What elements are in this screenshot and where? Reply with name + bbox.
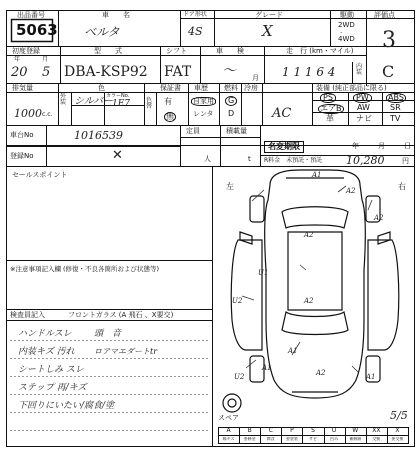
color-value: シルバー — [74, 96, 114, 107]
title-deadline-label: 名変期限 — [264, 141, 304, 153]
chassis-value: 1016539 — [74, 129, 123, 142]
legend-meaning: 凹み — [330, 437, 339, 441]
legend-meaning: 要交換 — [391, 437, 404, 441]
load-label: 積載量 — [226, 127, 247, 135]
note-line-1-right: 頭 音 — [94, 329, 122, 339]
yen-unit: 円 — [402, 157, 409, 165]
damage-mark: A2 — [374, 214, 384, 222]
drive-4wd: 4WD — [338, 35, 355, 43]
sales-point-label: セールスポイント — [12, 171, 68, 179]
interior-value: C — [382, 62, 395, 81]
displacement-label: 排気量 — [12, 84, 33, 92]
legend-code: A — [226, 427, 231, 434]
car-name-label: 車 名 — [102, 11, 130, 19]
doors-label: ドア形状 — [183, 11, 207, 18]
legend-meaning: 腐食 — [266, 437, 275, 441]
auction-sheet: 出品番号 5063 車 名 ベルタ ドア形状 4S グレード X 駆動 2WD · 4WD 評価点 3 初度登録 年 月 20 5 型 式 DBA-KSP92 シフト FAT 車 検 〜 月 走 行 (km・マイル) 1 1 1 6 4 内装 C 排気量 1000 c.c. 色 外装 シルバー カラーNo. 1E7 色替 保証書 有 無 車歴 自家用 レンタ 燃料 G D 冷房 AC 装備 (純正部品に限る) PS PW ABS エアB AW SR 革 ナビ TV 車台No 1016539 登録No ✕ 定員 人 積載量 t 名変期限 年 月 日 R料金 未預託・預託 10,280 円 セールスポイント ※注意事項記入欄 (修復・不良各箇所および状態等) 検査員記入 フロントガラス (A 飛石 、X要交) ハンドルスレ 頭 音 内装キズ 汚れ ロアマエダートtr シートしみ スレ ステップ 再/キズ 下回りにいたい/腐食/塗 左 右 スペア 5/5 A1 A2 A2 A2 U1 U2 U2 A2 A1 A2 A1 A1 A 線キズ B 要修金 C 腐食 P 要塗装 S サビ U 凹み W 補修跡 XX 交換 X 要交換 — [0, 0, 420, 450]
legend-meaning: 補修跡 — [349, 437, 362, 441]
model-label: 型 式 — [94, 47, 122, 55]
equip-pw: PW — [353, 93, 372, 103]
damage-mark: A2 — [304, 231, 314, 239]
equip-aw: AW — [357, 103, 370, 112]
damage-mark: A1 — [288, 347, 298, 355]
shift-label: シフト — [166, 47, 187, 55]
color-no-label: カラーNo. — [106, 93, 130, 99]
shift-value: FAT — [164, 64, 192, 80]
color-no-value: 1E7 — [112, 99, 131, 109]
first-reg-label: 初度登録 — [12, 47, 40, 55]
damage-mark: A2 — [316, 369, 326, 377]
legend-code: B — [247, 427, 252, 434]
deadline-year-unit: 年 — [352, 142, 359, 150]
damage-mark: U2 — [234, 373, 245, 381]
equip-ps: PS — [320, 93, 336, 103]
doors-value: 4S — [188, 25, 203, 38]
interior-label: 内装 — [356, 63, 363, 76]
fuel-gas: G — [225, 96, 237, 106]
equip-abs: ABS — [388, 93, 404, 102]
grade-label: グレード — [255, 11, 283, 19]
diagram-fraction: 5/5 — [390, 409, 408, 422]
ac-label: 冷房 — [244, 84, 258, 92]
year-unit: 年 — [14, 56, 21, 63]
equipment-label: 装備 (純正部品に限る) — [316, 84, 387, 92]
equip-airbag: エアB — [320, 104, 342, 113]
recycle-amount: 10,280 — [346, 154, 385, 167]
legend-code: P — [290, 427, 294, 434]
month-unit: 月 — [42, 56, 49, 63]
mileage-label: 走 行 (km・マイル) — [286, 47, 354, 55]
damage-mark: A2 — [346, 187, 356, 195]
score-label: 評価点 — [374, 11, 395, 19]
legend-meaning: 線キズ — [222, 437, 235, 441]
inspector-label: 検査員記入 — [10, 311, 45, 319]
warranty-yes: 有 — [164, 97, 172, 106]
damage-mark: A2 — [304, 297, 314, 305]
equip-tv: TV — [390, 114, 401, 123]
damage-mark: A1 — [366, 373, 376, 381]
right-side-label: 右 — [398, 182, 406, 191]
note-line-5: 下回りにいたい/腐食/塗 — [18, 401, 115, 411]
fuel-label: 燃料 — [224, 84, 238, 92]
ext-label: 外装 — [60, 93, 67, 106]
first-reg-month: 5 — [42, 65, 51, 80]
note-line-3: シートしみ スレ — [18, 365, 84, 375]
equip-sr: SR — [390, 103, 401, 112]
color-label: 色 — [98, 84, 105, 92]
left-side-label: 左 — [226, 182, 234, 191]
inspection-label: 車 検 — [216, 47, 244, 55]
spare-label: スペア — [218, 414, 239, 422]
equip-leather: 革 — [326, 114, 334, 123]
inspection-value: 〜 — [222, 63, 236, 79]
legend-meaning: 要塗装 — [285, 437, 298, 441]
reg-no-label: 登録No — [10, 152, 34, 160]
legend-meaning: サビ — [308, 437, 317, 441]
legend-code: U — [331, 427, 337, 434]
capacity-label: 定員 — [186, 127, 200, 135]
note-line-2: 内装キズ 汚れ — [18, 347, 75, 357]
windshield-label: フロントガラス (A 飛石 、X要交) — [68, 311, 174, 319]
lot-number-label: 出品番号 — [17, 11, 45, 19]
drive-label: 駆動 — [340, 11, 354, 19]
history-private: 自家用 — [193, 97, 214, 105]
inspection-month-unit: 月 — [252, 74, 259, 82]
recycle-label: R料金 未預託・預託 — [264, 157, 323, 164]
mileage-value: 1 1 1 6 4 — [282, 65, 336, 79]
grade-value: X — [262, 22, 273, 40]
damage-mark: U2 — [232, 297, 243, 305]
color-change-label: 色替 — [146, 97, 153, 110]
warranty-no: 無 — [166, 112, 174, 121]
body-history-label: 車歴 — [194, 84, 208, 92]
damage-mark: A1 — [262, 364, 272, 372]
warranty-label: 保証書 — [160, 84, 181, 92]
legend-code: C — [268, 427, 273, 434]
legend-meaning: 交換 — [372, 437, 381, 441]
legend-code: X — [395, 427, 400, 434]
notes-label: ※注意事項記入欄 (修復・不良各箇所および状態等) — [10, 265, 160, 273]
drive-2wd: 2WD — [338, 21, 355, 29]
legend-code: XX — [372, 427, 381, 434]
lot-number: 5063 — [16, 21, 58, 39]
reg-no-value: ✕ — [112, 148, 123, 163]
note-line-2-right: ロアマエダートtr — [94, 347, 158, 356]
chassis-label: 車台No — [10, 131, 34, 139]
score-value: 3 — [382, 28, 396, 53]
deadline-month-unit: 月 — [378, 142, 385, 150]
ac-value: AC — [272, 106, 292, 121]
damage-mark: U1 — [258, 269, 269, 277]
first-reg-year: 20 — [11, 65, 28, 80]
load-unit: t — [248, 155, 251, 163]
legend-code: S — [311, 427, 315, 434]
damage-mark: A1 — [312, 171, 322, 179]
cc-unit: c.c. — [42, 111, 53, 118]
model-value: DBA-KSP92 — [64, 64, 148, 80]
legend-meaning: 要修金 — [243, 437, 256, 441]
capacity-unit: 人 — [204, 155, 211, 163]
history-rental: レンタ — [193, 110, 214, 118]
legend-code: W — [352, 427, 359, 434]
note-line-4: ステップ 再/キズ — [18, 383, 87, 393]
fuel-diesel: D — [228, 109, 235, 118]
deadline-day-unit: 日 — [404, 142, 411, 150]
note-line-1: ハンドルスレ — [18, 329, 72, 339]
car-name: ベルタ — [84, 25, 120, 39]
displacement-value: 1000 — [14, 107, 42, 120]
equip-navi: ナビ — [356, 114, 372, 123]
